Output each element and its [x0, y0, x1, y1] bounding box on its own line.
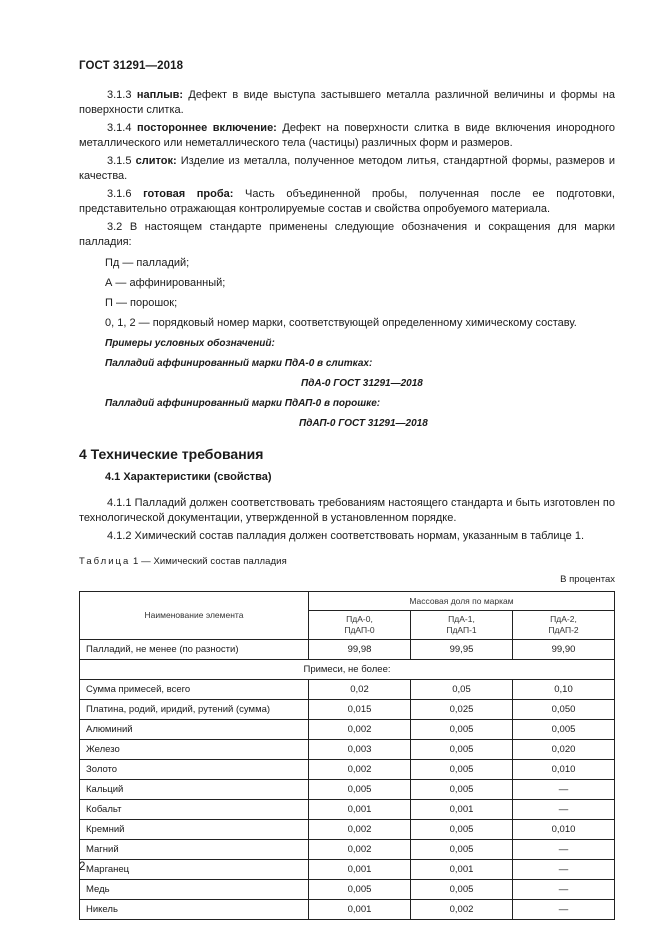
element-name-cell: Кобальт — [80, 800, 309, 820]
table-caption — [79, 554, 615, 569]
grade-header: ПдА-0, ПдАП-0 — [309, 611, 411, 640]
value-cell: 0,002 — [309, 720, 411, 740]
value-cell: — — [513, 900, 615, 920]
abbrev-item: А — аффинированный; — [105, 277, 226, 289]
abbrev-item: Пд — палладий; — [105, 257, 190, 269]
term-3-1-4 — [79, 121, 615, 151]
example-1-text: Палладий аффинированный марки ПдА-0 в слитках: — [105, 358, 373, 369]
value-cell: 0,010 — [513, 760, 615, 780]
value-cell: 0,003 — [309, 740, 411, 760]
value-cell: 0,001 — [411, 860, 513, 880]
table-row — [80, 700, 615, 720]
table-row — [80, 880, 615, 900]
element-name-cell: Магний — [80, 840, 309, 860]
value-cell: 0,005 — [513, 720, 615, 740]
table-row — [80, 780, 615, 800]
value-cell: 0,002 — [309, 840, 411, 860]
value-cell: — — [513, 880, 615, 900]
term-number: 3.1.3 — [107, 89, 137, 101]
value-cell: — — [513, 780, 615, 800]
value-cell: 0,025 — [411, 700, 513, 720]
table-row-palladium: Палладий, не менее (по разности) 99,98 99,95 99,90 — [80, 640, 615, 660]
subsection-4-1-heading: 4.1 Характеристики (свойства) — [105, 471, 272, 483]
column-header-element: Наименование элемента — [80, 592, 309, 640]
paragraph-3-2: 3.2 В настоящем стандарте применены следующие обозначения и сокращения для марки палладия: — [79, 221, 615, 248]
value-cell: 0,001 — [309, 900, 411, 920]
table-row — [80, 760, 615, 780]
term-3-1-6 — [79, 187, 615, 217]
term-definition: Часть объединенной пробы, полученная после ее подготовки, представительно отражающая контролируемые состав и свойства опробуемого материала. — [79, 188, 615, 215]
term-definition: Изделие из металла, полученное методом литья, стандартной формы, размеров и качества. — [79, 155, 615, 182]
example-2-code: ПдАП-0 ГОСТ 31291—2018 — [299, 418, 428, 429]
element-name-cell: Платина, родий, иридий, рутений (сумма) — [80, 700, 309, 720]
element-name-cell: Сумма примесей, всего — [80, 680, 309, 700]
term-name: готовая проба: — [143, 188, 234, 200]
value-cell: 0,005 — [411, 880, 513, 900]
grade-header: ПдА-2, ПдАП-2 — [513, 611, 615, 640]
value-cell: — — [513, 840, 615, 860]
value-cell: 0,005 — [411, 840, 513, 860]
value-cell: 0,001 — [411, 800, 513, 820]
value-cell: 0,005 — [411, 820, 513, 840]
value-cell: 0,015 — [309, 700, 411, 720]
term-3-1-5 — [79, 154, 615, 184]
examples-heading: Примеры условных обозначений: — [105, 338, 275, 349]
value-cell: 0,001 — [309, 860, 411, 880]
element-name-cell: Медь — [80, 880, 309, 900]
value-cell: 0,02 — [309, 680, 411, 700]
value-cell: — — [513, 800, 615, 820]
table-row — [80, 800, 615, 820]
paragraph-4-1-2: 4.1.2 Химический состав палладия должен соответствовать нормам, указанным в таблице 1. — [107, 530, 585, 542]
table-row — [80, 820, 615, 840]
element-name-cell: Золото — [80, 760, 309, 780]
value-cell: 0,002 — [309, 760, 411, 780]
term-3-1-3 — [79, 88, 615, 118]
term-number: 3.1.5 — [107, 155, 136, 167]
table-row — [80, 860, 615, 880]
value-cell: 0,05 — [411, 680, 513, 700]
value-cell: 0,005 — [411, 760, 513, 780]
element-name-cell: Кальций — [80, 780, 309, 800]
table-row — [80, 740, 615, 760]
value-cell: 0,010 — [513, 820, 615, 840]
element-name-cell: Алюминий — [80, 720, 309, 740]
page-number: 2 — [79, 861, 86, 873]
element-name-cell: Железо — [80, 740, 309, 760]
value-cell: 0,050 — [513, 700, 615, 720]
chemical-composition-table — [79, 591, 615, 920]
page-body — [79, 88, 615, 920]
term-name: наплыв: — [136, 89, 184, 101]
term-name: постороннее включение: — [137, 122, 277, 134]
element-name-cell: Марганец — [80, 860, 309, 880]
table-row — [80, 680, 615, 700]
term-number: 3.1.4 — [107, 122, 137, 134]
value-cell: 0,002 — [309, 820, 411, 840]
value-cell: 0,001 — [309, 800, 411, 820]
grade-header: ПдА-1, ПдАП-1 — [411, 611, 513, 640]
value-cell: 0,005 — [411, 780, 513, 800]
value-cell: 0,005 — [411, 720, 513, 740]
term-name: слиток: — [135, 155, 177, 167]
element-name-cell: Кремний — [80, 820, 309, 840]
table-unit: В процентах — [560, 574, 615, 585]
term-number: 3.1.6 — [107, 188, 144, 200]
example-2-text: Палладий аффинированный марки ПдАП-0 в порошке: — [105, 398, 381, 409]
column-header-mass-fraction: Массовая доля по маркам — [309, 592, 615, 611]
table-row — [80, 840, 615, 860]
element-name-cell: Никель — [80, 900, 309, 920]
value-cell: 0,002 — [411, 900, 513, 920]
term-definition: Дефект на поверхности слитка в виде включения инородного металлического или неметаллического тела (частицы) различных форм и размеров. — [79, 122, 615, 149]
term-definition: Дефект в виде выступа застывшего металла различной величины и формы на поверхности слитка. — [79, 89, 615, 116]
table-row-impurities-label: Примеси, не более: — [80, 660, 615, 680]
value-cell: — — [513, 860, 615, 880]
abbrev-item: П — порошок; — [105, 297, 178, 309]
paragraph-4-1-1: 4.1.1 Палладий должен соответствовать требованиям настоящего стандарта и быть изготовлен по технологической документации, утвержденной в установленном порядке. — [79, 497, 615, 524]
table-caption-title: 1 — Химический состав палладия — [130, 556, 287, 567]
value-cell: 0,005 — [411, 740, 513, 760]
section-4-heading: 4 Технические требования — [79, 446, 264, 462]
table-row — [80, 720, 615, 740]
table-caption-label: Таблица — [79, 556, 131, 567]
value-cell: 0,10 — [513, 680, 615, 700]
document-header: ГОСТ 31291—2018 — [79, 60, 184, 72]
abbrev-item: 0, 1, 2 — порядковый номер марки, соответствующей определенному химическому составу. — [105, 317, 577, 329]
example-1-code: ПдА-0 ГОСТ 31291—2018 — [301, 378, 423, 389]
value-cell: 0,005 — [309, 880, 411, 900]
value-cell: 0,020 — [513, 740, 615, 760]
value-cell: 0,005 — [309, 780, 411, 800]
table-row — [80, 900, 615, 920]
